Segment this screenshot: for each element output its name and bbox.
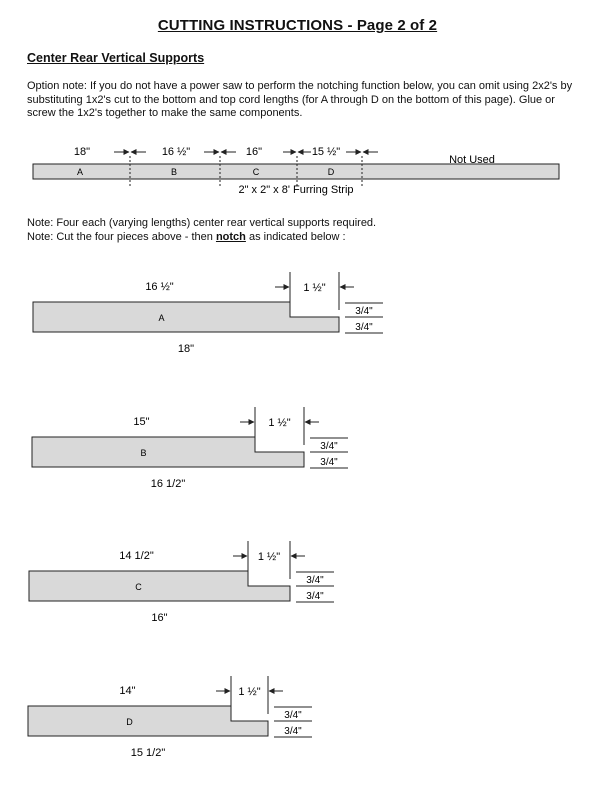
piece-b-top-length: 15" <box>133 416 150 428</box>
strip-label-d: D <box>327 167 335 177</box>
piece-d-bottom-length: 15 1/2" <box>130 747 166 759</box>
strip-bar <box>33 164 559 179</box>
piece-d-depth-bottom: 3/4" <box>284 726 302 737</box>
piece-a-label: A <box>158 313 165 323</box>
piece-a-notch-width: 1 ½" <box>303 282 326 294</box>
notched-pieces <box>28 272 383 759</box>
note-four-supports: Note: Four each (varying lengths) center rear vertical supports required. <box>27 217 377 229</box>
strip-label-b: B <box>170 167 178 177</box>
piece-c-top-length: 14 1/2" <box>119 550 154 562</box>
strip-label-a: A <box>76 167 84 177</box>
piece-c-bottom-length: 16" <box>151 612 168 624</box>
piece-d-shape <box>28 706 268 736</box>
strip-caption: 2" x 2" x 8' Furring Strip <box>238 184 354 196</box>
note2-suffix: as indicated below : <box>245 231 346 243</box>
piece-a-shape <box>33 302 339 332</box>
piece-a-bottom-length: 18" <box>177 343 195 355</box>
strip-length-b: 16 ½" <box>161 146 191 158</box>
piece-d-notch-width: 1 ½" <box>238 686 261 698</box>
piece-d-top-length: 14" <box>119 685 136 697</box>
piece-b-notch-width: 1 ½" <box>268 417 291 429</box>
piece-b-bottom-length: 16 1/2" <box>150 478 186 490</box>
option-note: Option note: If you do not have a power saw to perform the notching function below, you can omit using 2x2's by substituting 1x2's cut to the bottom and top cord lengths (for A through D on the bottom of this page). Glue or screw the 1x2's together to make the same components. <box>27 80 573 119</box>
strip-length-a: 18" <box>73 146 91 158</box>
strip-length-c: 16" <box>245 146 263 158</box>
piece-d-depth-top: 3/4" <box>284 710 302 721</box>
strip-label-c: C <box>252 167 260 177</box>
piece-c-depth-bottom: 3/4" <box>306 591 324 602</box>
strip-length-d: 15 ½" <box>311 146 341 158</box>
piece-b-label: B <box>140 448 147 458</box>
section-heading: Center Rear Vertical Supports <box>27 51 205 65</box>
piece-b-shape <box>32 437 304 467</box>
piece-c-depth-top: 3/4" <box>306 575 324 586</box>
page-title: CUTTING INSTRUCTIONS - Page 2 of 2 <box>157 17 438 34</box>
strip-not-used: Not Used <box>449 154 495 166</box>
piece-d-label: D <box>126 717 133 727</box>
piece-c-label: C <box>135 582 142 592</box>
note2-notch-word: notch <box>215 231 246 243</box>
piece-b-depth-top: 3/4" <box>320 441 338 452</box>
piece-c-notch-width: 1 ½" <box>257 551 281 563</box>
piece-a-top-length: 16 ½" <box>145 281 174 293</box>
piece-a-depth-top: 3/4" <box>355 306 373 317</box>
piece-a-depth-bottom: 3/4" <box>355 322 373 333</box>
piece-c-shape <box>29 571 290 601</box>
note2-prefix: Note: Cut the four pieces above - then <box>27 231 216 243</box>
furring-strip <box>33 146 559 196</box>
piece-b-depth-bottom: 3/4" <box>320 457 338 468</box>
